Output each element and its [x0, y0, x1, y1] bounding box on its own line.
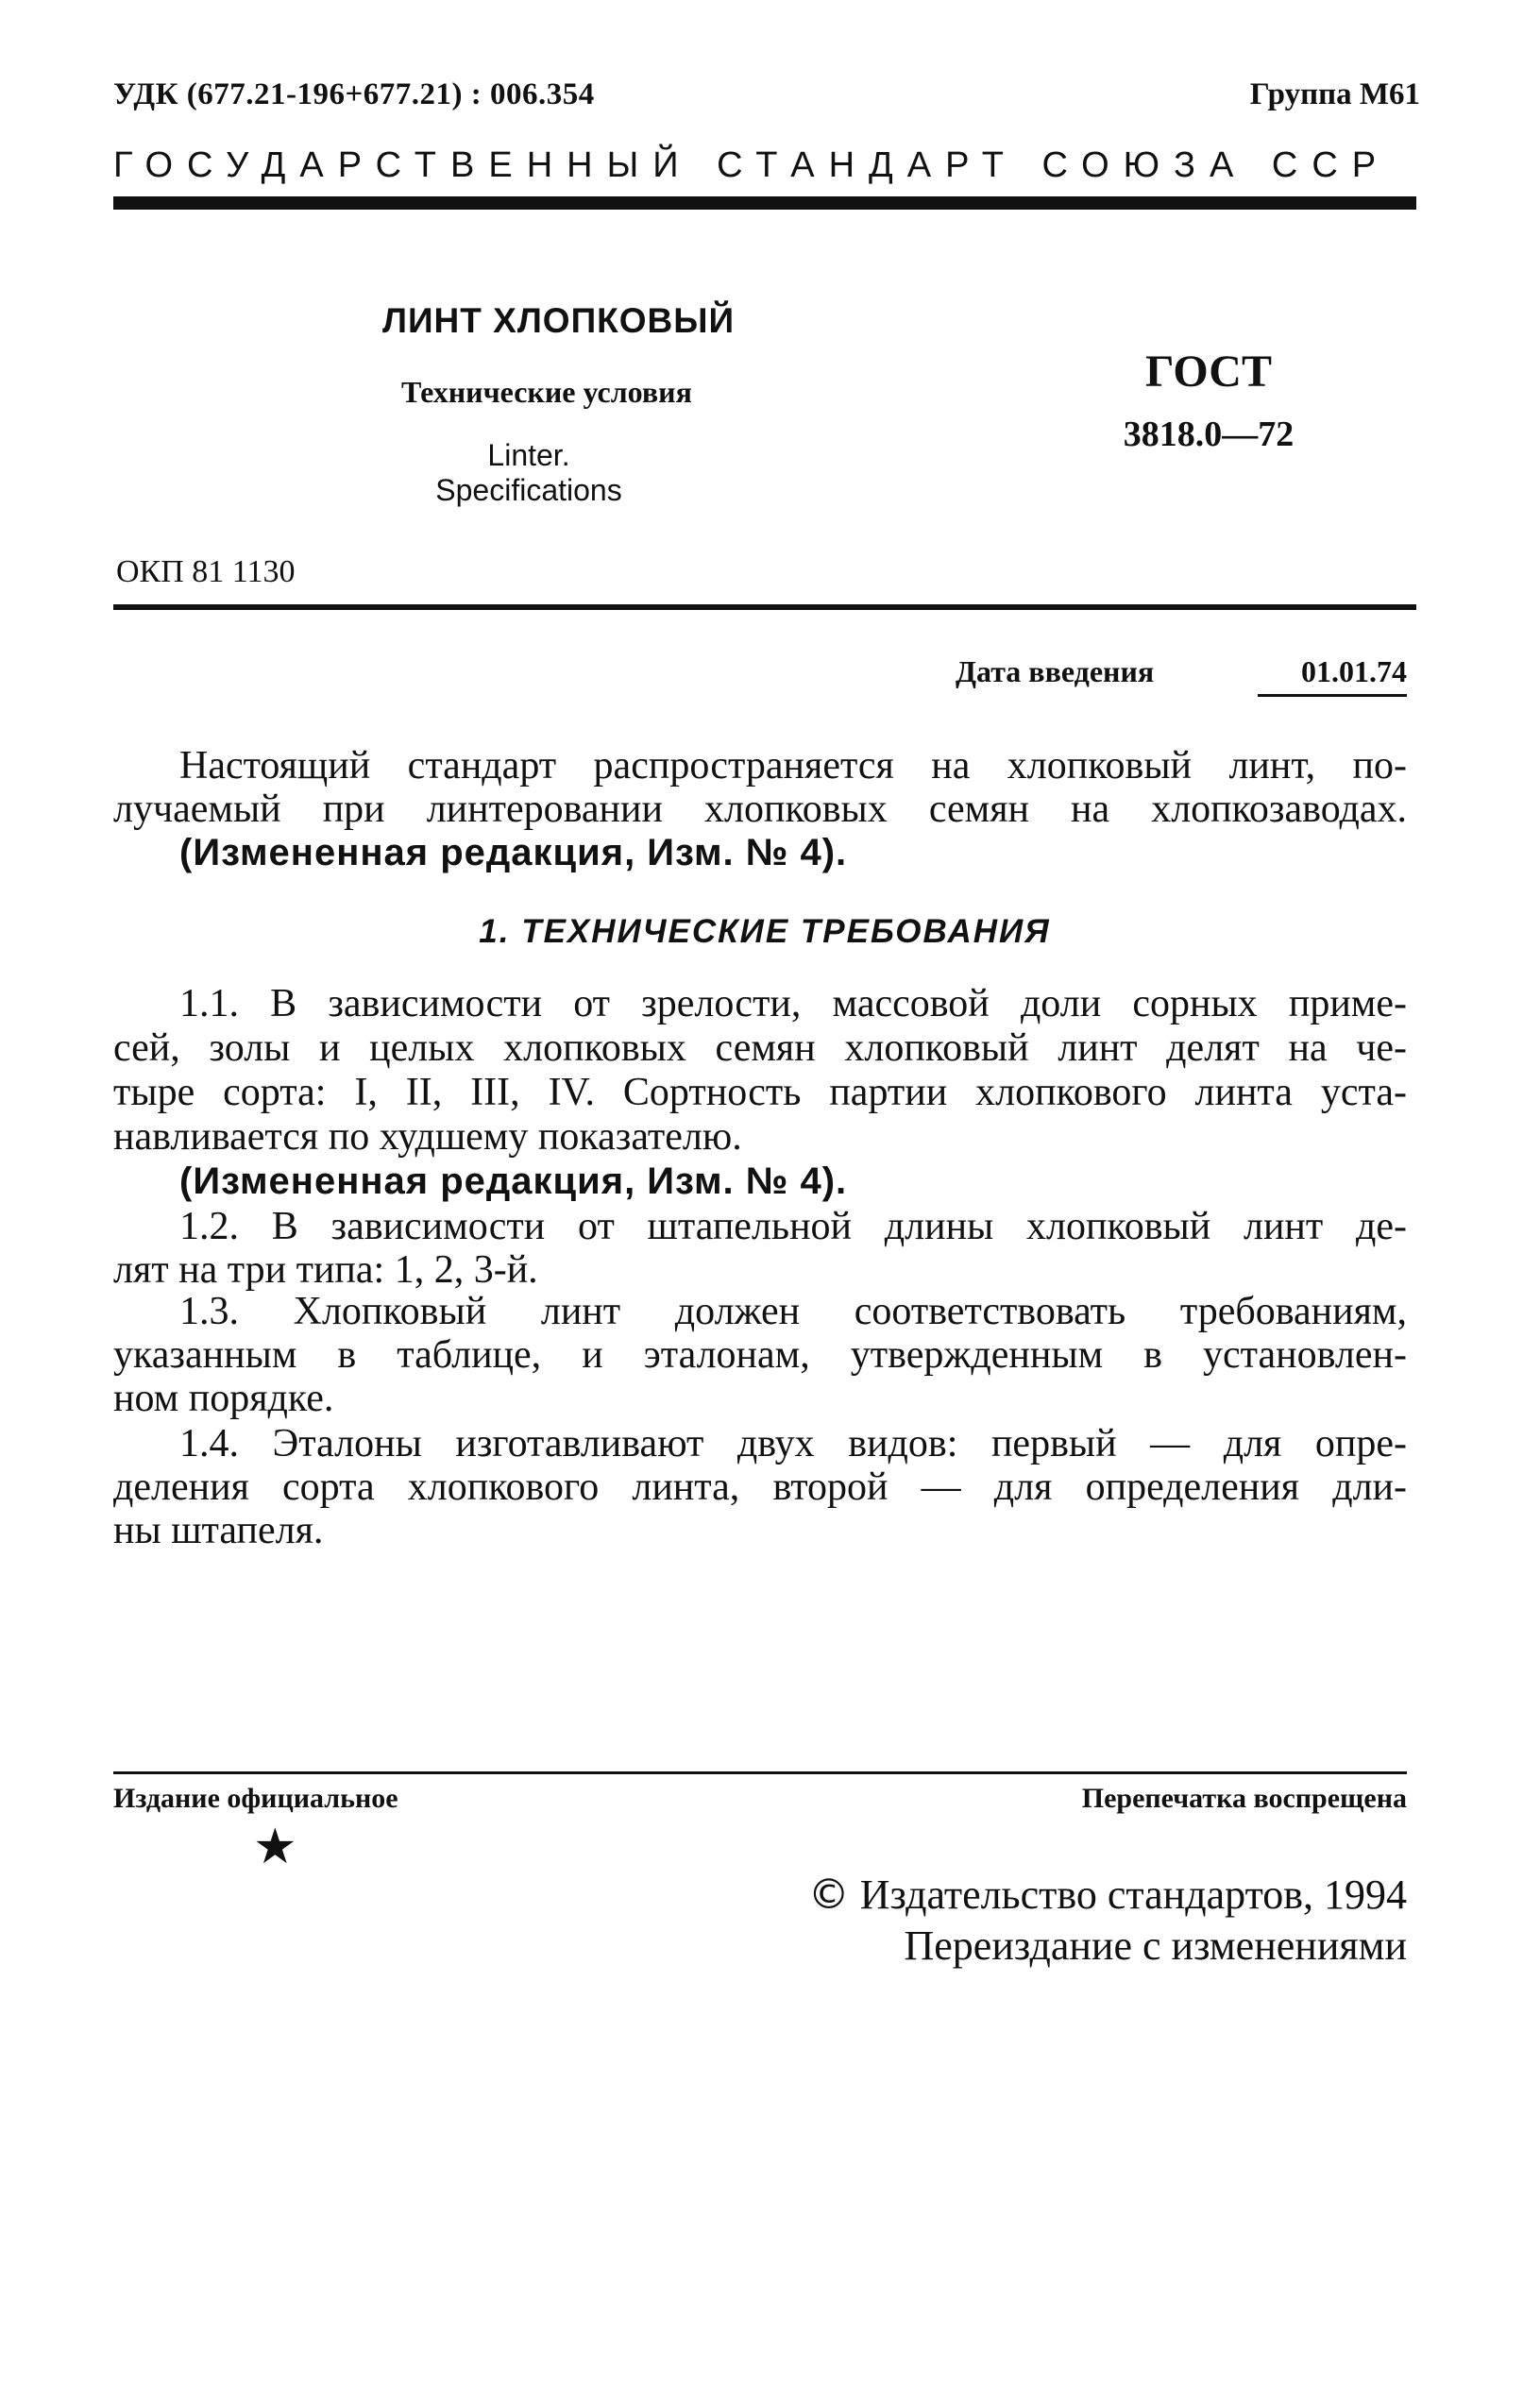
paragraph-1-1-revision: (Измененная редакция, Изм. № 4).	[179, 1160, 848, 1202]
udk-code: УДК (677.21-196+677.21) : 006.354	[113, 77, 595, 111]
paragraph-1-2-line: 1.2. В зависимости от штапельной длины хлопковый линт де-	[179, 1205, 1407, 1248]
intro-line: Настоящий стандарт распространяется на хлопковый линт, по-	[179, 744, 1407, 788]
intro-date-label: Дата введения	[956, 654, 1155, 688]
intro-date-underline	[1258, 694, 1407, 697]
paragraph-1-4-line: деления сорта хлопкового линта, второй — для определения дли-	[113, 1465, 1407, 1509]
reissue-note: Переиздание с изменениями	[904, 1922, 1407, 1969]
paragraph-1-1-line: сей, золы и целых хлопковых семян хлопковый линт делят на че-	[113, 1026, 1407, 1070]
paragraph-1-4-line: 1.4. Эталоны изготавливают двух видов: первый — для опре-	[179, 1422, 1407, 1465]
paragraph-1-1-line: тыре сорта: I, II, III, IV. Сортность партии хлопкового линта уста-	[113, 1071, 1407, 1114]
group-code: Группа М61	[1249, 77, 1420, 111]
paragraph-1-1-line: навливается по худшему показателю.	[113, 1115, 742, 1159]
paragraph-1-3-line: ном порядке.	[113, 1377, 334, 1420]
paragraph-1-3-line: 1.3. Хлопковый линт должен соответствовать требованиям,	[179, 1290, 1407, 1333]
paragraph-1-2-line: лят на три типа: 1, 2, 3-й.	[113, 1248, 538, 1292]
star-icon: ★	[253, 1819, 297, 1875]
gost-label: ГОСТ	[1145, 347, 1272, 397]
reprint-prohibited: Перепечатка воспрещена	[1081, 1783, 1407, 1814]
header-thick-rule	[113, 196, 1416, 210]
intro-line: лучаемый при линтеровании хлопковых семян на хлопкозаводах.	[113, 788, 1407, 831]
state-standard-banner: ГОСУДАРСТВЕННЫЙ СТАНДАРТ СОЮЗА ССР	[113, 145, 1391, 185]
footer-rule	[113, 1771, 1407, 1774]
copyright-line	[735, 1871, 1407, 1919]
okp-code: ОКП 81 1130	[116, 554, 296, 589]
gost-number: 3818.0—72	[1123, 415, 1295, 454]
publisher-text: Издательство стандартов, 1994	[859, 1871, 1407, 1918]
english-title-line1: Linter.	[487, 438, 570, 472]
intro-date-value: 01.01.74	[1301, 654, 1407, 688]
title-block-rule	[113, 604, 1416, 610]
intro-revision: (Измененная редакция, Изм. № 4).	[179, 832, 848, 873]
paragraph-1-4-line: ны штапеля.	[113, 1509, 324, 1552]
document-subtitle: Технические условия	[401, 375, 692, 409]
english-title-line2: Specifications	[435, 473, 622, 507]
paragraph-1-3-line: указанным в таблице, и эталонам, утвержденным в установлен-	[113, 1333, 1407, 1377]
copyright-icon: ©	[807, 1871, 850, 1919]
official-edition: Издание официальное	[113, 1783, 398, 1814]
document-title: ЛИНТ ХЛОПКОВЫЙ	[382, 301, 736, 340]
section-heading: 1. ТЕХНИЧЕСКИЕ ТРЕБОВАНИЯ	[479, 913, 1051, 950]
paragraph-1-1-line: 1.1. В зависимости от зрелости, массовой доли сорных приме-	[179, 982, 1407, 1025]
